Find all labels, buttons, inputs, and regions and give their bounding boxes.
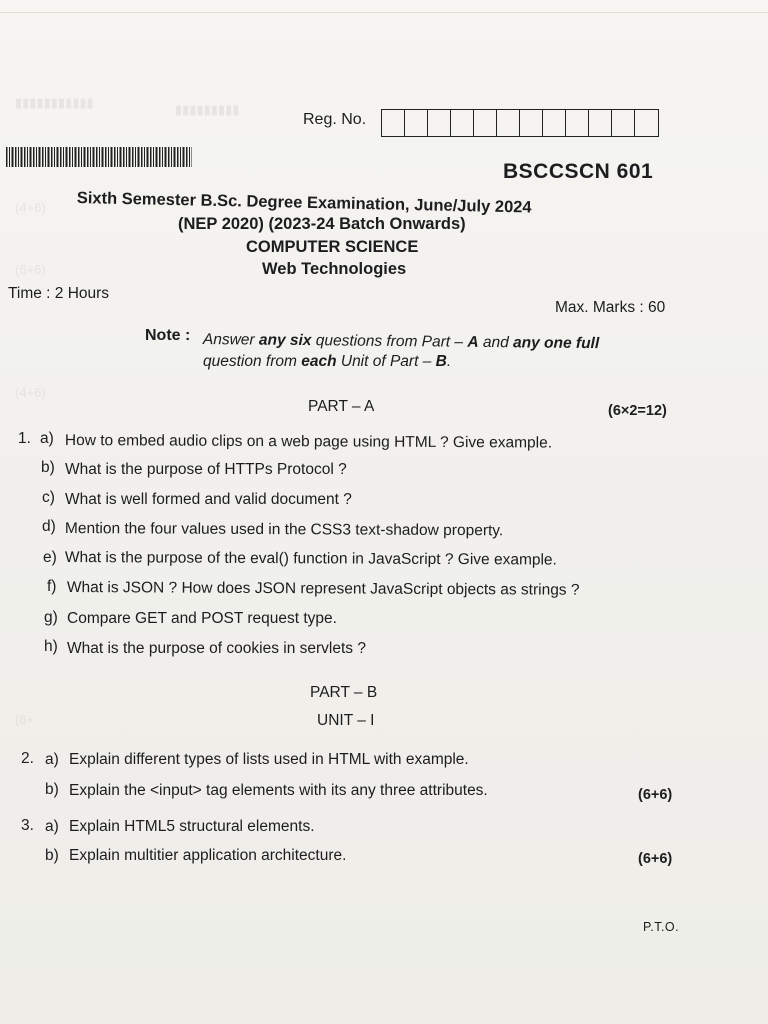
unit-heading: UNIT – I	[317, 712, 375, 729]
question-text: What is the purpose of HTTPs Protocol ?	[65, 461, 347, 478]
show-through: ▮▮▮▮▮▮▮▮▮	[175, 102, 240, 117]
question-label: e)	[43, 549, 57, 566]
question-number: 3.	[21, 817, 34, 834]
show-through: (6+	[15, 712, 35, 727]
exam-subject: COMPUTER SCIENCE	[246, 238, 419, 256]
question-marks: (6+6)	[638, 787, 673, 803]
question-number: 2.	[21, 750, 34, 767]
note-label: Note :	[145, 327, 191, 344]
question-label: b)	[45, 781, 59, 798]
reg-no-cell[interactable]	[635, 110, 658, 136]
reg-no-cell[interactable]	[474, 110, 497, 136]
part-b-heading: PART – B	[310, 684, 378, 701]
question-text: Explain multitier application architecture.	[69, 847, 347, 864]
pto-label: P.T.O.	[643, 920, 680, 934]
question-label: b)	[45, 847, 59, 864]
question-label: f)	[47, 578, 57, 595]
paper-code: BSCCSCN 601	[503, 160, 654, 183]
question-label: g)	[44, 609, 58, 626]
question-number: 1.	[18, 430, 31, 447]
exam-batch: (NEP 2020) (2023-24 Batch Onwards)	[178, 215, 466, 233]
question-label: c)	[42, 489, 55, 506]
question-text: Explain HTML5 structural elements.	[69, 818, 315, 835]
question-text: What is well formed and valid document ?	[65, 491, 352, 508]
exam-course: Web Technologies	[262, 260, 407, 278]
part-a-heading: PART – A	[308, 398, 375, 415]
reg-no-cell[interactable]	[451, 110, 474, 136]
reg-no-label: Reg. No.	[303, 111, 367, 128]
question-label: a)	[45, 818, 59, 835]
show-through: (4+6)	[15, 385, 46, 400]
question-text: Explain different types of lists used in HTML with example.	[69, 751, 469, 768]
reg-no-cell[interactable]	[497, 110, 520, 136]
question-label: b)	[41, 459, 55, 476]
show-through: (4+6)	[15, 200, 46, 215]
question-text: Explain the <input> tag elements with its any three attributes.	[69, 782, 488, 799]
question-text: What is the purpose of cookies in servlets ?	[67, 640, 366, 657]
question-label: a)	[40, 430, 54, 447]
reg-no-cell[interactable]	[566, 110, 589, 136]
question-label: a)	[45, 751, 59, 768]
note-line-1: Answer any six questions from Part – A and any one full	[202, 331, 600, 353]
question-text: What is JSON ? How does JSON represent JavaScript objects as strings ?	[66, 579, 580, 599]
reg-no-cell[interactable]	[589, 110, 612, 136]
reg-no-cell[interactable]	[612, 110, 635, 136]
page-fold	[0, 0, 768, 13]
reg-no-cell[interactable]	[382, 110, 405, 136]
show-through: (6+6)	[15, 262, 46, 277]
reg-no-cell[interactable]	[520, 110, 543, 136]
question-text: What is the purpose of the eval() function in JavaScript ? Give example.	[64, 549, 557, 569]
question-text: Mention the four values used in the CSS3 text-shadow property.	[64, 520, 504, 540]
reg-no-cell[interactable]	[543, 110, 566, 136]
question-text: Compare GET and POST request type.	[67, 610, 337, 627]
time-allowed: Time : 2 Hours	[8, 285, 110, 302]
exam-title: Sixth Semester B.Sc. Degree Examination, June/July 2024	[76, 189, 532, 217]
question-label: d)	[42, 518, 56, 535]
reg-no-boxes[interactable]	[381, 109, 659, 137]
question-marks: (6+6)	[638, 851, 673, 867]
max-marks: Max. Marks : 60	[555, 299, 666, 316]
barcode	[6, 147, 192, 167]
reg-no-cell[interactable]	[428, 110, 451, 136]
reg-no-cell[interactable]	[405, 110, 428, 136]
question-label: h)	[44, 638, 58, 655]
part-a-marks: (6×2=12)	[608, 403, 667, 419]
show-through: ▮▮▮▮▮▮▮▮▮▮▮	[15, 95, 94, 110]
question-text: How to embed audio clips on a web page using HTML ? Give example.	[64, 432, 553, 452]
note-line-2: question from each Unit of Part – B.	[203, 353, 452, 370]
